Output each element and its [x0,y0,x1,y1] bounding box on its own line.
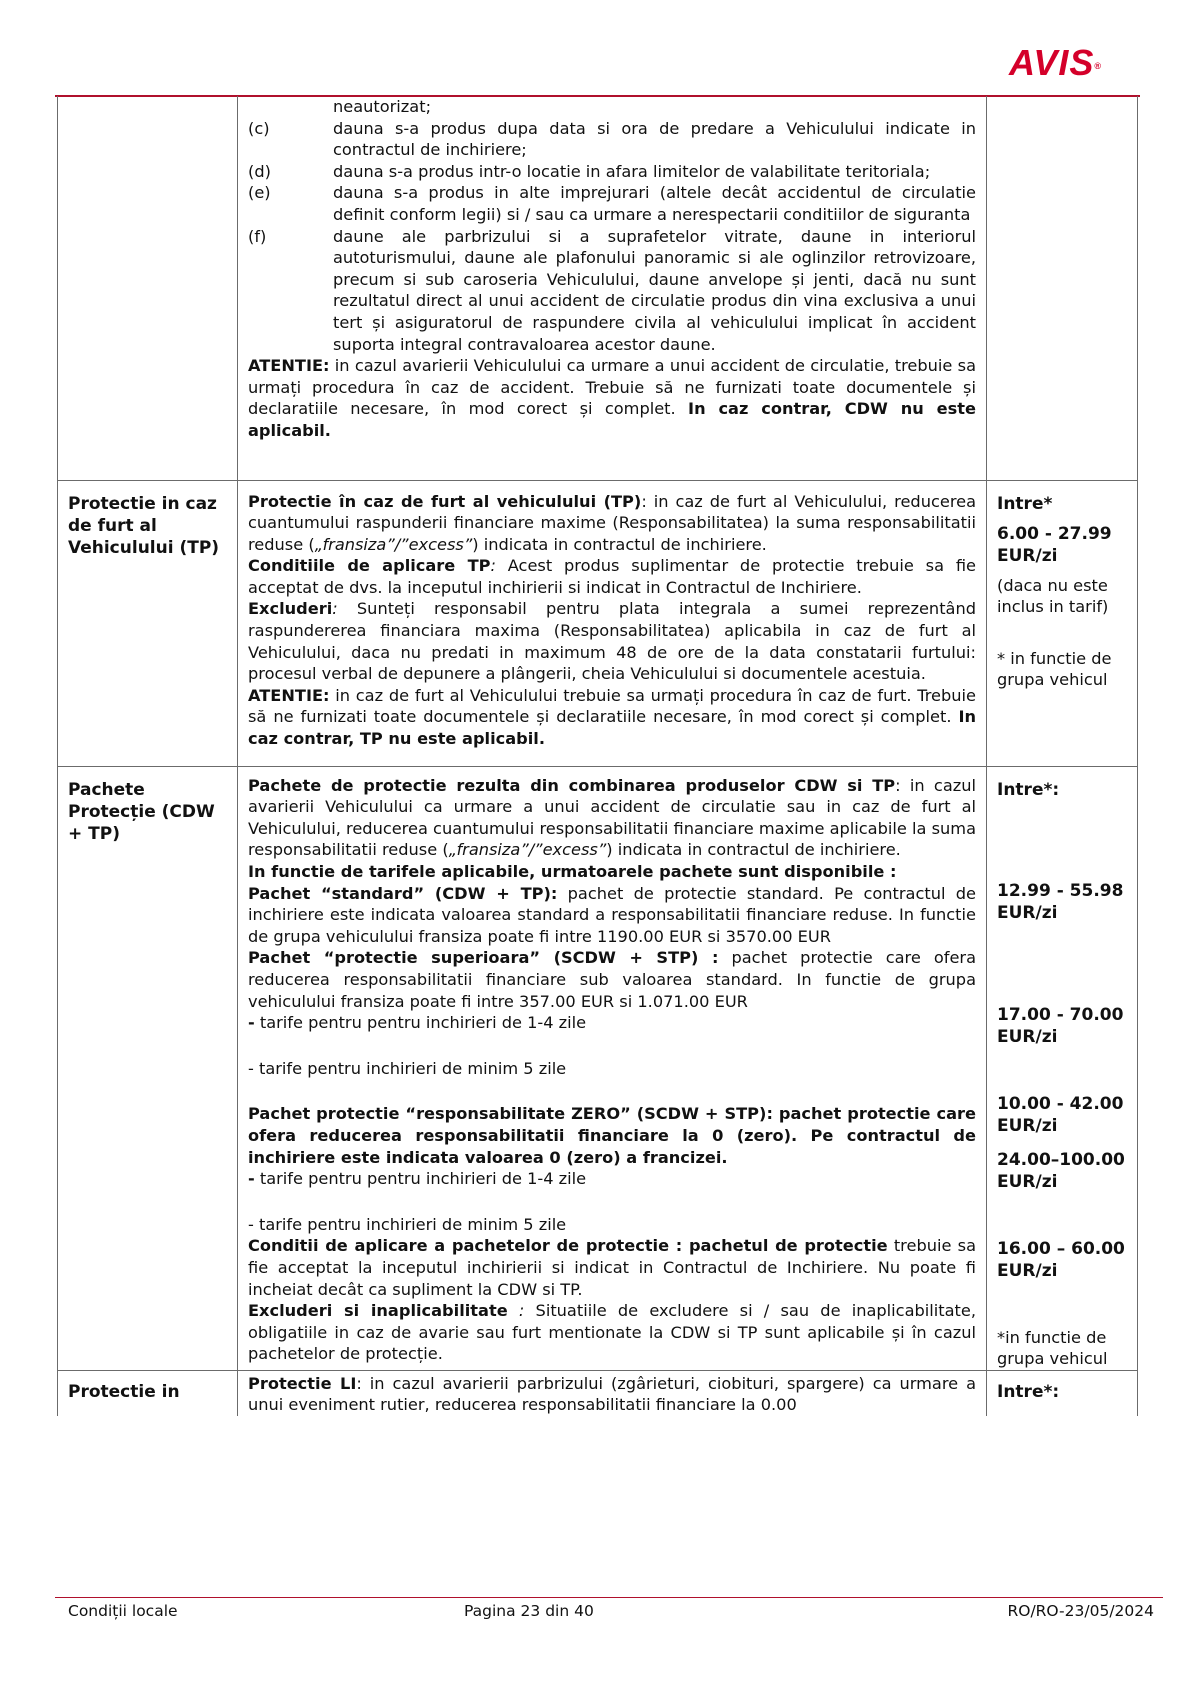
tp-conditions: Conditiile de aplicare TP: Acest produs suplimentar de protectie trebuie sa fie acceptat de dvs. la inceputul inchirierii si indicat in Contractul de Inchiriere. [248,556,976,597]
row-title-cell [58,480,238,766]
price-value: 24.00–100.00 EUR/zi [997,1149,1125,1192]
price-label: Intre*: [997,779,1060,800]
price-value: 12.99 - 55.98 EUR/zi [997,880,1124,923]
row-price-cell [987,766,1138,1370]
atentie-paragraph: ATENTIE: in caz de furt al Vehiculului trebuie sa urmați procedura în caz de furt. Trebuie să ne furnizati toate documentele și declaratiile necesare, în mod corect și complet. In caz contrar, TP nu este aplicabil. [248,685,976,749]
row-title-cell [58,766,238,1370]
price-value: 10.00 - 42.00 EUR/zi [997,1093,1124,1136]
row-description-cell [238,1370,987,1416]
table-row [58,96,1138,480]
package-zero-tariff-1: - tarife pentru pentru inchirieri de 1-4 zile [248,1169,587,1189]
list-item: (d) dauna s-a produs intr-o locatie in afara limitelor de valabilitate teritoriala; [248,161,931,181]
footer-page-number: Pagina 23 din 40 [464,1602,594,1620]
price-note: (daca nu este inclus in tarif) [997,575,1109,617]
packages-definition: Pachete de protectie rezulta din combinarea produselor CDW si TP: in cazul avarierii Vehiculului ca urmare a unui accident de circulatie sau in caz de furt al Vehiculului, reducerea cuantumului responsabilitatii financiare maxime aplicabile la suma responsabilitatii reduse („fransiza”/”excess”) indicata in contractul de inchiriere. [248,775,976,860]
packages-conditions: Conditii de aplicare a pachetelor de protectie : pachetul de protectie trebuie sa fie acceptat la inceputul inchirierii si indicat in Contractul de Inchiriere. Nu poate fi incheiat decât ca supliment la CDW si TP. [248,1236,976,1299]
table-row [58,1370,1138,1416]
row-title: Protectie in caz de furt al Vehiculului (TP) [68,493,220,558]
table-row [58,766,1138,1370]
row-title: Protectie in [68,1381,180,1402]
package-standard: Pachet “standard” (CDW + TP): pachet de protectie standard. Pe contractul de inchiriere este indicata valoarea standard a responsabilitatii financiare reduse. In functie de grupa vehiculului fransiza poate fi intre 1190.00 EUR si 3570.00 EUR [248,883,976,946]
row-price-cell [987,96,1138,480]
li-definition: Protectie LI: in cazul avarierii parbrizului (zgârieturi, ciobituri, spargere) ca urmare a unui eveniment rutier, reducerea responsabilitatii financiare la 0.00 [248,1373,976,1415]
conditions-table [57,96,1138,1416]
atentie-paragraph: ATENTIE: in cazul avarierii Vehiculului ca urmare a unui accident de circulatie, trebuie sa urmați procedura în caz de accident. Trebuie să ne furnizati toate documentele și declaratiile necesare, în mod corect și complet. In caz contrar, CDW nu este aplicabil. [248,356,976,440]
row-description-cell [238,766,987,1370]
row-price-cell [987,1370,1138,1416]
avis-logo: AVIS® [1009,42,1102,83]
list-item: (c) dauna s-a produs dupa data si ora de predare a Vehiculului indicate in contractul de inchiriere; [248,118,976,160]
price-note: * in functie de grupa vehicul [997,648,1112,690]
row-price-cell [987,480,1138,766]
list-item: (e) dauna s-a produs in alte imprejurari (altele decât accidentul de circulatie definit conform legii) si / sau ca urmare a nerespectarii conditiilor de siguranta [248,183,976,224]
price-value: 6.00 - 27.99 EUR/zi [997,523,1112,566]
package-superior-tariff-2: - tarife pentru inchirieri de minim 5 zile [248,1058,567,1078]
price-label: Intre*: [997,1381,1060,1402]
packages-intro: In functie de tarifele aplicabile, urmatoarele pachete sunt disponibile : [248,862,897,881]
row-title: Pachete Protecție (CDW + TP) [68,779,215,844]
table-row [58,480,1138,766]
footer-doc-id: RO/RO-23/05/2024 [1007,1602,1154,1620]
package-superior: Pachet “protectie superioara” (SCDW + STP) : pachet protectie care ofera reducerea responsabilitatii financiare sub valoarea standard. In functie de grupa vehiculului fransiza poate fi intre 357.00 EUR si 1.071.00 EUR [248,948,976,1011]
package-zero-tariff-2: - tarife pentru inchirieri de minim 5 zile [248,1214,567,1234]
list-item: (f) daune ale parbrizului si a suprafetelor vitrate, daune in interiorul autoturismului, daune ale plafonului panoramic si ale oglinzilor retrovizoare, precum si sub caroseria Vehiculului, daune anvelope și jenti, dacă nu sunt rezultatul direct al unui accident de circulatie produs din vina exclusiva a unui tert și asiguratorul de raspundere civila al vehiculului implicat în accident suporta integral contravaloarea acestor daune. [248,226,976,354]
packages-exclusions: Excluderi si inaplicabilitate : Situatiile de excludere si / sau de inaplicabilitate, obligatiile in caz de avarie sau furt mentionate la CDW si TP sunt aplicabile și în cazul pachetelor de protecție. [248,1301,976,1364]
package-zero: Pachet protectie “responsabilitate ZERO” (SCDW + STP): pachet protectie care ofera reducerea responsabilitatii financiare la 0 (zero). Pe contractul de inchiriere este indicata valoarea 0 (zero) a francizei. [248,1104,976,1167]
row-description-cell [238,480,987,766]
price-value: 16.00 – 60.00 EUR/zi [997,1238,1125,1281]
price-note: *in functie de grupa vehicul [997,1327,1108,1369]
tp-exclusions: Excluderi: Sunteți responsabil pentru plata integrala a sumei reprezentând raspundererea financiara maxima (Responsabilitatea) aplicabila in caz de furt al Vehiculului, daca nu predati in maximum 48 de ore de la data constatarii furtului: procesul verbal de depunere a plângerii, cheia Vehiculului si documentele acestuia. [248,599,976,684]
price-value: 17.00 - 70.00 EUR/zi [997,1004,1124,1047]
footer-rule [55,1597,1163,1598]
row-description-cell [238,96,987,480]
package-superior-tariff-1: - tarife pentru pentru inchirieri de 1-4 zile [248,1013,587,1033]
continued-line: neautorizat; [333,97,432,116]
footer-left: Condiții locale [68,1602,178,1620]
row-title-cell [58,96,238,480]
tp-definition: Protectie în caz de furt al vehiculului (TP): in caz de furt al Vehiculului, reducerea cuantumului raspunderii financiare maxime (Responsabilitatea) la suma responsabilitatii reduse („fransiza”/”excess”) indicata in contractul de inchiriere. [248,491,976,554]
price-label: Intre* [997,493,1053,514]
row-title-cell [58,1370,238,1416]
